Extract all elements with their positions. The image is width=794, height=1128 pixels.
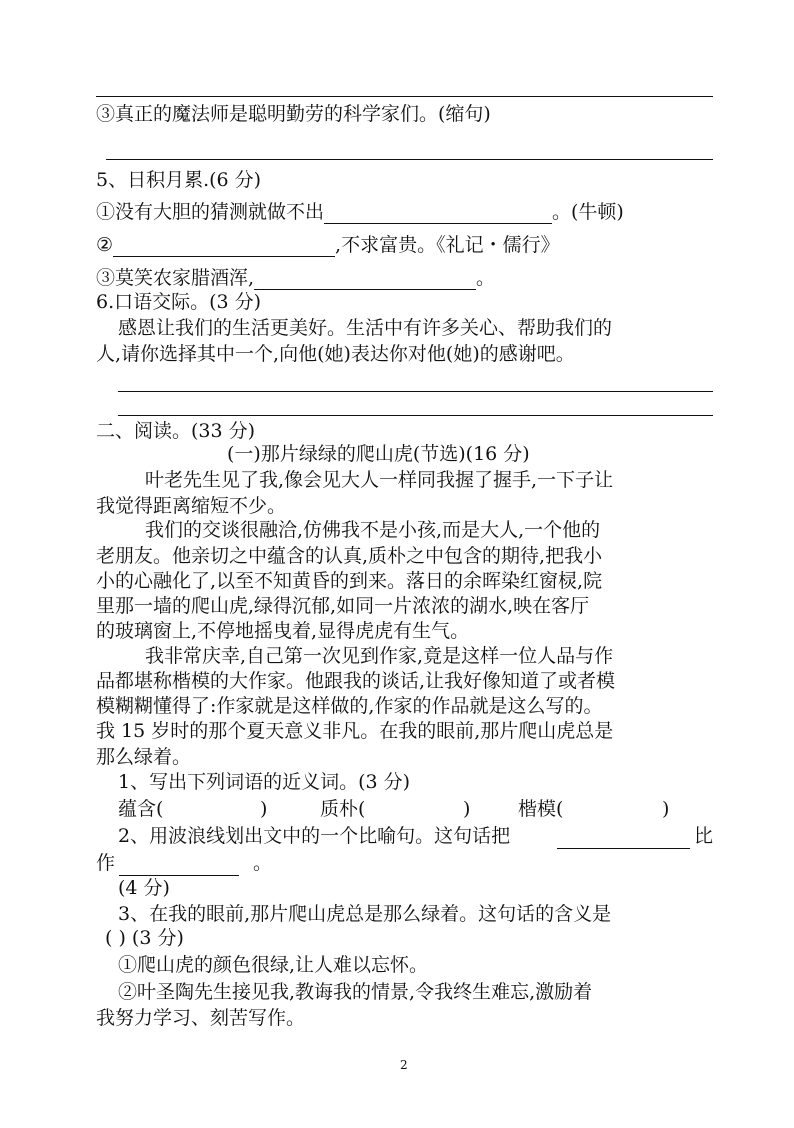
paren-close: ): [662, 798, 670, 820]
q6-title: 6.口语交际。(3 分): [96, 291, 262, 313]
question-1-word: 蕴含(: [118, 798, 164, 820]
question-2-text: 2、用波浪线划出文中的一个比喻句。这句话把: [118, 825, 511, 847]
question-1-word: 质朴(: [320, 798, 366, 820]
question-1-word: 楷模(: [518, 798, 564, 820]
q6-prompt-line1: 感恩让我们的生活更美好。生活中有许多关心、帮助我们的: [118, 317, 613, 339]
q6-prompt-line2: 人,请你选择其中一个,向他(她)表达你对他(她)的感谢吧。: [96, 343, 575, 365]
fill-blank[interactable]: [324, 203, 552, 224]
q5-item1-source: 。(牛顿): [552, 201, 624, 223]
answer-line[interactable]: [118, 415, 713, 416]
passage-line: 我觉得距离缩短不少。: [96, 495, 287, 517]
q5-item3-end: 。: [476, 267, 496, 289]
q5-item2-source: ,不求富贵。《礼记・儒行》: [335, 234, 560, 256]
fill-blank[interactable]: [557, 828, 690, 849]
question-2-zuo: 作: [96, 852, 116, 874]
passage-line: 我非常庆幸,自己第一次见到作家,竟是这样一位人品与作: [145, 645, 614, 667]
passage-line: 老朋友。他亲切之中蕴含的认真,质朴之中包含的期待,把我小: [96, 545, 603, 567]
passage-line: 里那一墙的爬山虎,绿得沉郁,如同一片浓浓的湖水,映在客厅: [96, 595, 590, 617]
page-number: 2: [400, 1058, 408, 1072]
passage-line: 叶老先生见了我,像会见大人一样同我握了握手,一下子让: [145, 469, 614, 491]
section-title: 二、阅读。(33 分): [96, 420, 256, 442]
fill-blank[interactable]: [113, 236, 335, 257]
answer-line[interactable]: [118, 391, 713, 392]
question-3-option: ①爬山虎的颜色很绿,让人难以忘怀。: [118, 954, 429, 976]
q5-item3: [96, 266, 495, 290]
question-3-text: 3、在我的眼前,那片爬山虎总是那么绿着。这句话的含义是: [118, 903, 612, 925]
q5-item3-text: ③莫笑农家腊酒浑,: [96, 267, 255, 289]
q5-item2: [96, 233, 560, 257]
paren-close: ): [463, 798, 471, 820]
passage-line: 品都堪称楷模的大作家。他跟我的谈话,让我好像知道了或者模: [96, 670, 616, 692]
passage-line: 小的心融化了,以至不知黄昏的到来。落日的余晖染红窗棂,院: [96, 570, 603, 592]
q4-item3: ③真正的魔法师是聪明勤劳的科学家们。(缩句): [96, 103, 491, 125]
answer-line[interactable]: [96, 96, 713, 97]
question-2-bi: 比: [694, 825, 714, 847]
q5-item2-text: ②: [96, 234, 114, 256]
passage-line: 我 15 岁时的那个夏天意义非凡。在我的眼前,那片爬山虎总是: [96, 720, 614, 742]
passage-line: 我们的交谈很融洽,仿佛我不是小孩,而是大人,一个他的: [145, 519, 601, 541]
question-2-end: 。: [253, 852, 273, 874]
q5-title: 5、日积月累.(6 分): [96, 169, 262, 191]
q5-item1-text: ①没有大胆的猜测就做不出: [96, 201, 325, 223]
fill-blank[interactable]: [119, 855, 239, 876]
answer-line[interactable]: [106, 159, 713, 160]
question-2-score: (4 分): [118, 877, 170, 899]
paren-close: ): [260, 798, 268, 820]
question-3-answer-paren[interactable]: ( ) (3 分): [105, 927, 184, 949]
passage-line: 模糊糊懂得了:作家就是这样做的,作家的作品就是这么写的。: [96, 695, 603, 717]
question-3-option: ②叶圣陶先生接见我,教诲我的情景,令我终生难忘,激励着: [118, 981, 593, 1003]
question-1-title: 1、写出下列词语的近义词。(3 分): [118, 771, 411, 793]
passage-title: (一)那片绿绿的爬山虎(节选)(16 分): [227, 443, 530, 465]
fill-blank[interactable]: [254, 269, 476, 290]
q5-item1: [96, 200, 624, 224]
passage-line: 的玻璃窗上,不停地摇曳着,显得虎虎有生气。: [96, 620, 470, 642]
question-3-option: 我努力学习、刻苦写作。: [96, 1007, 306, 1029]
passage-line: 那么绿着。: [96, 746, 192, 768]
